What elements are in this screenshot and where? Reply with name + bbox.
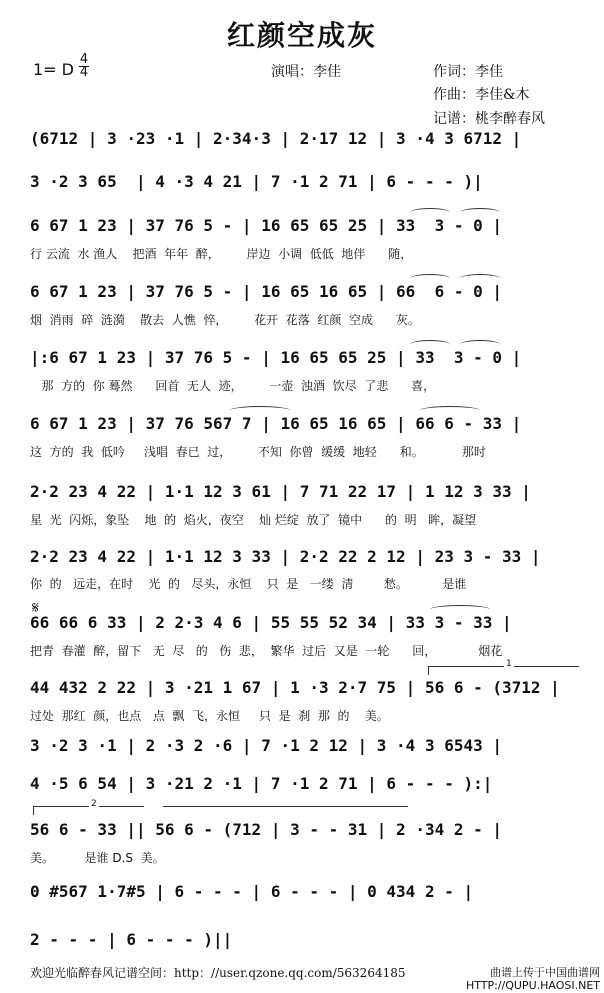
lyrics-line: 那 方的 你 蓦然 回首 无人 迹， 一壶 浊酒 饮尽 了悲 喜， — [30, 379, 436, 393]
slur-mark — [230, 406, 290, 415]
transcriber-credit: 记谱：桃李醉春风 — [433, 111, 545, 127]
notation-line: 2 - - - | 6 - - - )|| — [30, 930, 233, 949]
footer-watermark — [466, 966, 600, 992]
lyrics-line: 星 光 闪烁，象坠 地 的 焰火，夜空 灿 烂绽 放了 镜中 的 明 眸，凝望 — [30, 513, 477, 527]
volta-number: 2 — [91, 799, 97, 809]
volta-number: 1 — [506, 659, 512, 669]
notation-line: 3 ·2 3 65 | 4 ·3 4 21 | 7 ·1 2 71 | 6 - - - )| — [30, 172, 483, 191]
notation-line: (6712 | 3 ·23 ·1 | 2·34·3 | 2·17 12 | 3 ·4 3 6712 | — [30, 129, 522, 148]
segno-sign: 𝄋 — [32, 598, 39, 617]
lyrics-line: 烟 消雨 碎 涟漪 散去 人憔 悴， 花开 花落 红颜 空成 灰。 — [30, 313, 420, 327]
slur-mark — [410, 340, 450, 349]
notation-line: 2·2 23 4 22 | 1·1 12 3 61 | 7 71 22 17 | 1 12 3 33 | — [30, 482, 531, 501]
lyrics-line: 过处 那红 颜，也点 点 飘 飞，永恒 只 是 刹 那 的 美。 — [30, 709, 389, 723]
lyrics-line: 这 方的 我 低吟 浅唱 春已 过， 不知 你曾 缓缓 地轻 和。 那时 — [30, 445, 486, 459]
volta-bracket-2-extension — [163, 806, 408, 815]
key-signature: 1= D — [33, 60, 74, 79]
notation-line: 6 67 1 23 | 37 76 5 - | 16 65 16 65 | 66 6 - 0 | — [30, 282, 503, 301]
meter-top: 4 — [79, 52, 89, 67]
slur-mark — [460, 340, 500, 349]
notation-line: 66 66 6 33 | 2 2·3 4 6 | 55 55 52 34 | 33 3 - 33 | — [30, 613, 512, 632]
notation-line: 56 6 - 33 || 56 6 - (712 | 3 - - 31 | 2 ·34 2 - | — [30, 820, 503, 839]
meter-bottom: 4 — [79, 65, 89, 80]
volta-bracket-2 — [33, 799, 144, 815]
song-title: 红颜空成灰 — [226, 19, 377, 52]
slur-mark — [460, 274, 500, 283]
notation-line: 6 67 1 23 | 37 76 567 7 | 16 65 16 65 | 66 6 - 33 | — [30, 414, 522, 433]
watermark-line-1: 曲谱上传于中国曲谱网 — [490, 966, 600, 979]
notation-line: 6 67 1 23 | 37 76 5 - | 16 65 65 25 | 33 3 - 0 | — [30, 216, 503, 235]
notation-line: 0 #567 1·7#5 | 6 - - - | 6 - - - | 0 434 2 - | — [30, 882, 474, 901]
composer-credit: 作曲：李佳&木 — [433, 87, 530, 103]
notation-line: |:6 67 1 23 | 37 76 5 - | 16 65 65 25 | 33 3 - 0 | — [30, 348, 522, 367]
lyricist-credit: 作词：李佳 — [433, 64, 503, 80]
slur-mark — [410, 274, 450, 283]
footer-site-link[interactable]: 欢迎光临醉春风记谱空间：http：//user.qzone.qq.com/563264185 — [30, 966, 406, 980]
notation-line: 4 ·5 6 54 | 3 ·21 2 ·1 | 7 ·1 2 71 | 6 - - - ):| — [30, 774, 493, 793]
volta-bracket-1 — [428, 659, 579, 675]
notation-line: 2·2 23 4 22 | 1·1 12 3 33 | 2·2 22 2 12 | 23 3 - 33 | — [30, 547, 541, 566]
singer-credit: 演唱：李佳 — [271, 64, 341, 80]
lyrics-line: 美。 是谁 D.S 美。 — [30, 851, 165, 865]
slur-mark — [430, 605, 490, 614]
slur-mark — [420, 406, 480, 415]
notation-line: 44 432 2 22 | 3 ·21 1 67 | 1 ·3 2·7 75 | 56 6 - (3712 | — [30, 678, 560, 697]
notation-line: 3 ·2 3 ·1 | 2 ·3 2 ·6 | 7 ·1 2 12 | 3 ·4 3 6543 | — [30, 736, 503, 755]
lyrics-line: 行 云流 水 渔人 把酒 年年 醉， 岸边 小调 低低 地伴 随， — [30, 247, 413, 261]
slur-mark — [460, 208, 500, 217]
lyrics-line: 把青 春灌 醉，留下 无 尽 的 伤 悲， 繁华 过后 又是 一轮 回， 烟花 — [30, 644, 503, 658]
lyrics-line: 你 的 远走，在时 光 的 尽头，永恒 只 是 一缕 清 愁。 是谁 — [30, 577, 467, 591]
slur-mark — [410, 208, 450, 217]
watermark-line-2: HTTP://QUPU.HAOSI.NET — [465, 979, 600, 992]
